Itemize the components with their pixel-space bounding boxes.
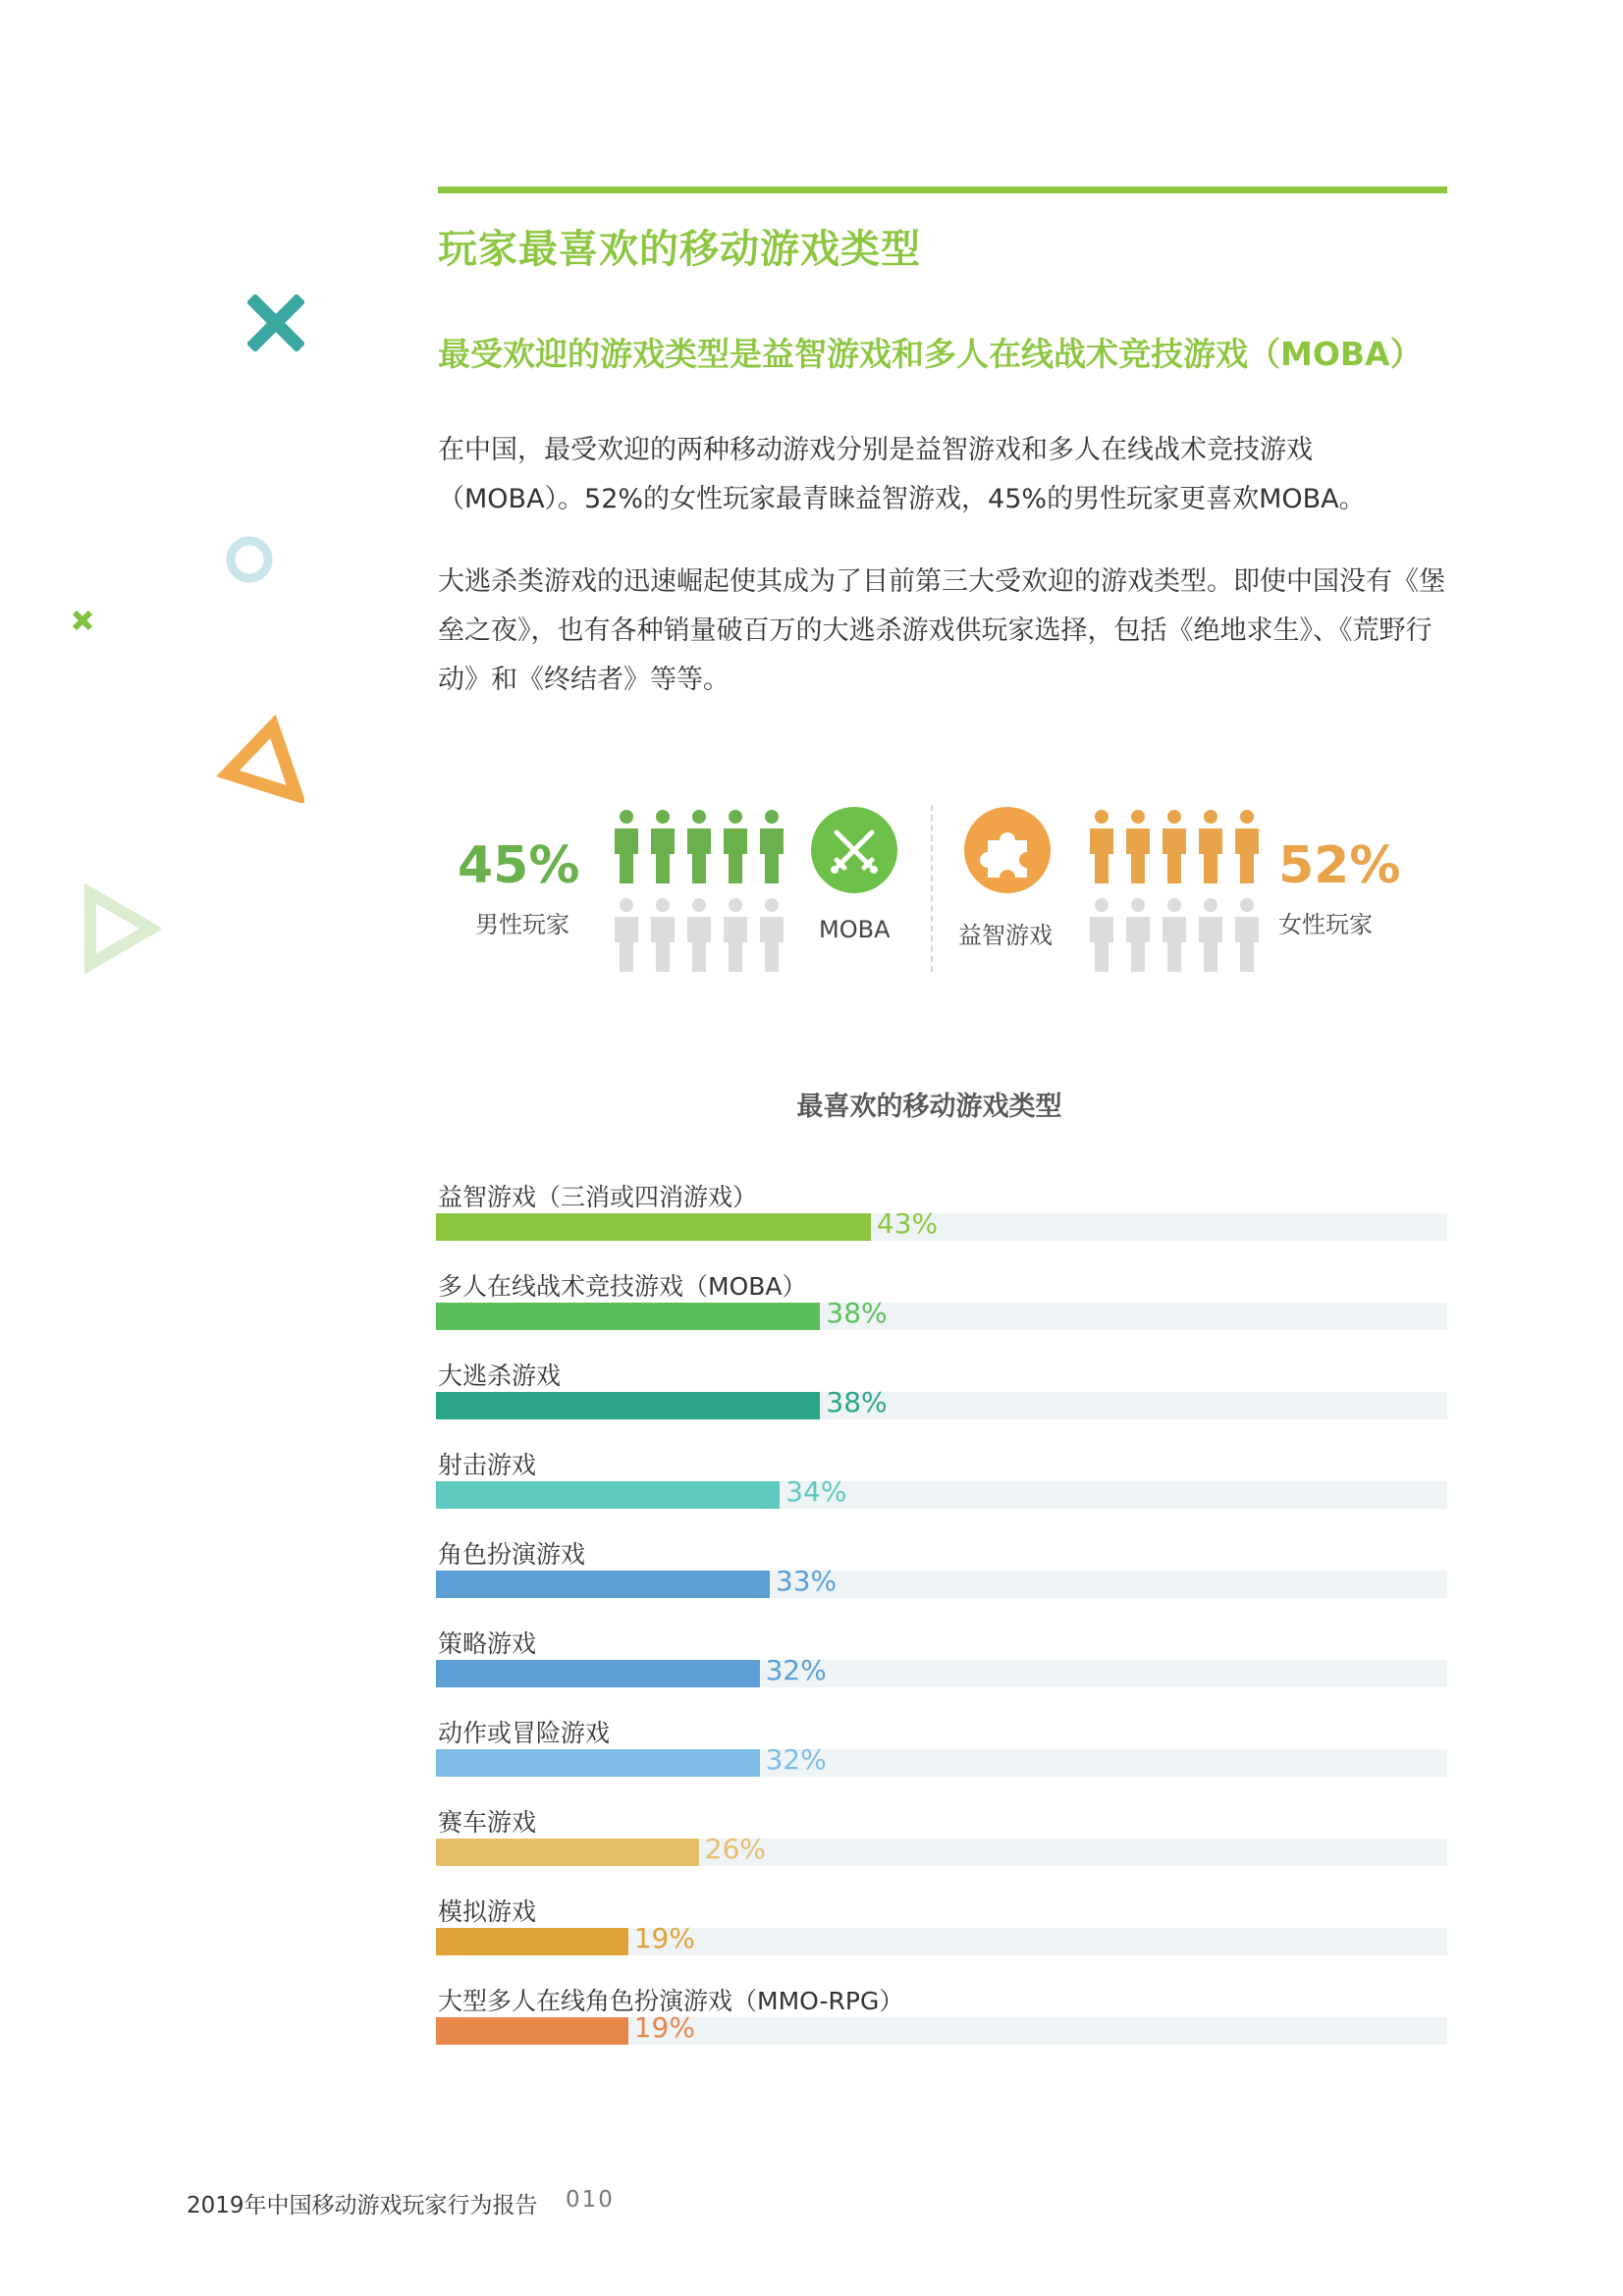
bar-row: [436, 1625, 1447, 1693]
bar-track: [436, 1303, 1447, 1330]
chart-title: [0, 1085, 1623, 1123]
person-icon: [687, 898, 711, 972]
female-percentage: 52%: [1278, 836, 1401, 895]
bar-track: [436, 1213, 1447, 1241]
bar-value-label: 43%: [876, 1207, 939, 1240]
bar-row: [436, 1893, 1447, 1961]
bar-row: [436, 1446, 1447, 1515]
person-icon: [1126, 810, 1150, 883]
bar-track: [436, 2017, 1447, 2045]
chart-title-text: 最喜欢的移动游戏类型: [796, 1092, 1062, 1122]
person-icon: [760, 810, 784, 883]
person-icon: [760, 898, 784, 972]
person-icon: [651, 898, 675, 972]
triangle-outline-green-icon: [81, 883, 161, 974]
bar-row: [436, 1803, 1447, 1872]
bar-track: [436, 1392, 1447, 1419]
bar-value-label: 38%: [826, 1297, 888, 1329]
puzzle-piece-icon: [964, 807, 1051, 893]
bar-row: [436, 1357, 1447, 1425]
male-percentage: 45%: [458, 836, 580, 895]
bar-value-label: 33%: [775, 1565, 838, 1597]
triangle-outline-orange-icon: [216, 715, 304, 803]
person-icon: [724, 898, 747, 972]
puzzle-label: 益智游戏: [958, 922, 1053, 949]
infographic-divider: [931, 805, 933, 972]
bar: [436, 1481, 780, 1509]
footer-report-title: 2019年中国移动游戏玩家行为报告: [187, 2193, 538, 2218]
person-icon: [1199, 898, 1222, 972]
person-icon: [687, 810, 711, 883]
person-icon: [724, 810, 747, 883]
page-title: 玩家最喜欢的移动游戏类型: [438, 227, 921, 272]
bar: [436, 2017, 628, 2045]
bar-category-label: 大逃杀游戏: [438, 1362, 562, 1390]
bar-row: [436, 1267, 1447, 1336]
female-people-grid: [1080, 805, 1267, 974]
small-x-shape-icon: [71, 609, 94, 632]
bar-row: [436, 1982, 1447, 2051]
person-icon: [1126, 898, 1150, 972]
bar-category-label: 大型多人在线角色扮演游戏（MMO-RPG）: [438, 1987, 904, 2015]
x-shape-icon: [247, 294, 304, 351]
bar-track: [436, 1749, 1447, 1777]
bar-row: [436, 1535, 1447, 1604]
bar-row: [436, 1178, 1447, 1247]
crossed-swords-icon: [811, 807, 897, 893]
bar-track: [436, 1928, 1447, 1955]
female-label: 女性玩家: [1278, 911, 1373, 938]
bar-row: [436, 1714, 1447, 1783]
bar-value-label: 34%: [785, 1475, 847, 1508]
bar-value-label: 32%: [765, 1654, 827, 1686]
bar-value-label: 19%: [633, 2011, 695, 2044]
bar-category-label: 射击游戏: [438, 1451, 537, 1479]
male-people-grid: [605, 805, 791, 974]
person-icon: [615, 810, 638, 883]
bar: [436, 1839, 699, 1866]
person-icon: [1163, 810, 1186, 883]
page-subtitle: 最受欢迎的游戏类型是益智游戏和多人在线战术竞技游戏（MOBA）: [438, 335, 1423, 373]
bar-category-label: 益智游戏（三消或四消游戏）: [438, 1183, 758, 1211]
bar-category-label: 多人在线战术竞技游戏（MOBA）: [438, 1272, 807, 1301]
ring-shape-icon: [224, 534, 275, 585]
person-icon: [651, 810, 675, 883]
person-icon: [1090, 898, 1113, 972]
moba-badge: [811, 807, 897, 893]
bar: [436, 1571, 770, 1598]
person-icon: [1235, 810, 1259, 883]
bar-track: [436, 1660, 1447, 1687]
bar: [436, 1303, 820, 1330]
bar-track: [436, 1481, 1447, 1509]
person-icon: [1090, 810, 1113, 883]
bar-category-label: 赛车游戏: [438, 1808, 537, 1837]
moba-label: MOBA: [819, 916, 891, 943]
bar-value-label: 26%: [704, 1833, 767, 1865]
person-icon: [1199, 810, 1222, 883]
bar: [436, 1213, 871, 1241]
bar-category-label: 策略游戏: [438, 1629, 537, 1658]
top-rule: [438, 187, 1447, 193]
bar-category-label: 角色扮演游戏: [438, 1540, 586, 1569]
male-label: 男性玩家: [475, 911, 569, 938]
bar-track: [436, 1839, 1447, 1866]
bar-value-label: 32%: [765, 1743, 827, 1776]
person-icon: [1235, 898, 1259, 972]
bar-track: [436, 1571, 1447, 1598]
puzzle-badge: [964, 807, 1051, 893]
bar-category-label: 模拟游戏: [438, 1897, 537, 1926]
body-paragraph-1: 在中国，最受欢迎的两种移动游戏分别是益智游戏和多人在线战术竞技游戏（MOBA）。52%的女性玩家最青睐益智游戏，45%的男性玩家更喜欢MOBA。: [438, 435, 1366, 514]
bar-value-label: 38%: [826, 1386, 888, 1418]
bar-value-label: 19%: [633, 1922, 695, 1954]
bar: [436, 1749, 760, 1777]
person-icon: [1163, 898, 1186, 972]
person-icon: [615, 898, 638, 972]
bar: [436, 1660, 760, 1687]
bar: [436, 1928, 628, 1955]
bar-category-label: 动作或冒险游戏: [438, 1719, 611, 1747]
page-number: 010: [566, 2187, 615, 2213]
body-paragraph-2: 大逃杀类游戏的迅速崛起使其成为了目前第三大受欢迎的游戏类型。即使中国没有《堡垒之夜》，也有各种销量破百万的大逃杀游戏供玩家选择，包括《绝地求生》、《荒野行动》和《终结者》等等。: [438, 566, 1445, 695]
bar: [436, 1392, 820, 1419]
